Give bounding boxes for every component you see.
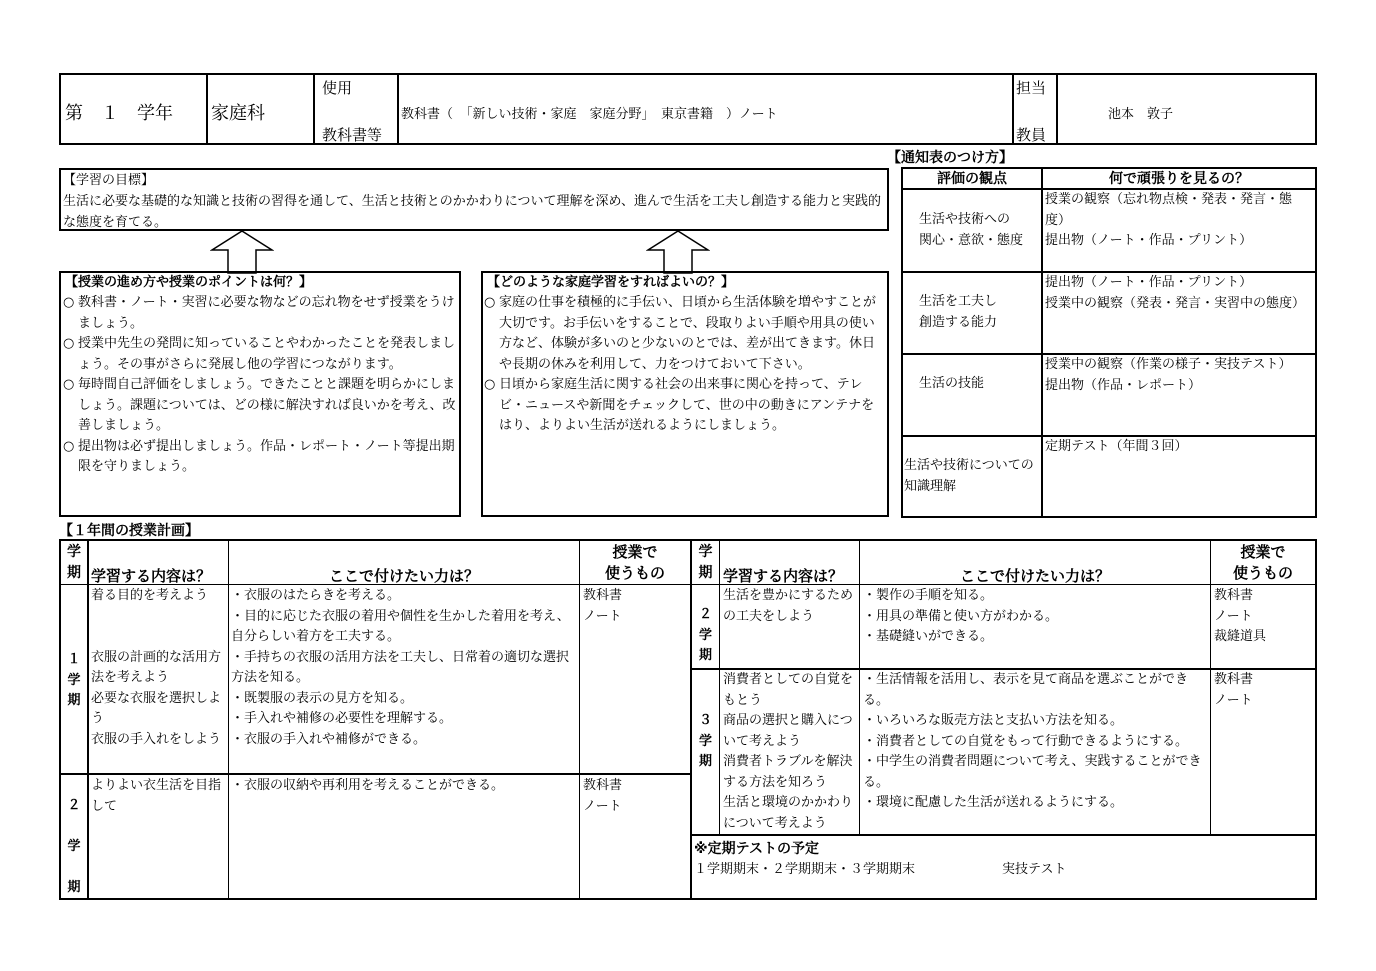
list-item: ○ 毎時間自己評価をしましょう。できたことと課題を明らかにしましょう。課題については、どの様に解決すれば良いかを考え、改善しましょう。 <box>63 377 456 433</box>
lesson-points-list <box>63 293 457 478</box>
evaluation-perspective: 生活の技能 <box>919 376 985 391</box>
test-schedule-title: ※定期テストの予定 <box>694 841 820 857</box>
teacher-label-top: 担当 <box>1016 79 1047 97</box>
plan-col-content: 学習する内容は？ <box>91 567 212 585</box>
evaluation-col-what: 何で頑張りを見るの？ <box>1109 171 1249 187</box>
term-materials: 教科書 ノート <box>583 778 623 814</box>
term-materials: 教科書 ノート 裁縫道具 <box>1214 588 1267 644</box>
plan-col-materials: 授業で 使うもの <box>1232 543 1293 582</box>
teacher-label-bottom: 教員 <box>1016 126 1047 144</box>
term-skill: ・生活情報を活用し、表示を見て商品を選ぶことができる。 ・いろいろな販売方法と支払い方法を知る。 ・消費者としての自覚をもって行動できるようにする。 ・中学生の消費者問題について考え、実践することができる。 ・環境に配慮した生活が送れるようにする。 <box>863 672 1202 810</box>
list-item: ○ 授業中先生の発問に知っていることやわかったことを発表しましょう。その事がさらに発展し他の学習につながります。 <box>63 336 456 372</box>
test-schedule-terms: １学期期末・２学期期末・３学期期末 <box>694 862 916 877</box>
goal-title: 【学習の目標】 <box>63 173 155 188</box>
evaluation-what: 授業中の観察（作業の様子・実技テスト） 提出物（作品・レポート） <box>1045 357 1292 393</box>
test-schedule-practical: 実技テスト <box>1002 862 1067 877</box>
evaluation-perspective: 生活を工夫し 創造する能力 <box>919 294 998 330</box>
term-skill: ・衣服の収納や再利用を考えることができる。 <box>231 778 505 793</box>
term-label: ３ 学 期 <box>698 713 712 769</box>
plan-col-term: 学 期 <box>67 544 81 581</box>
subject-label: 家庭科 <box>211 103 265 124</box>
term-materials: 教科書 ノート <box>1214 672 1254 708</box>
evaluation-what: 授業の観察（忘れ物点検・発表・発言・態度） 提出物（ノート・作品・プリント） <box>1045 192 1293 248</box>
term-materials: 教科書 ノート <box>583 588 623 624</box>
term-skill: ・衣服のはたらきを考える。 ・目的に応じた衣服の着用や個性を生かした着用を考え、自分らしい着方を工夫する。 ・手持ちの衣服の活用方法を工夫し、日常着の適切な選択方法を知る。 ・既製服の表示の見方を知る。 ・手入れや補修の必要性を理解する。 ・衣服の手入れや補修ができる。 <box>231 588 570 747</box>
evaluation-what: 定期テスト（年間３回） <box>1045 439 1188 454</box>
term-content: 着る目的を考えよう 衣服の計画的な活用方法を考えよう 必要な衣服を選択しよう 衣服の手入れをしよう <box>91 588 222 747</box>
term-content: よりよい衣生活を目指して <box>91 778 222 814</box>
textbook-value: 教科書（ 「新しい技術・家庭 家庭分野」 東京書籍 ）ノート <box>401 107 778 122</box>
plan-col-content: 学習する内容は？ <box>723 567 844 585</box>
plan-col-materials: 授業で 使うもの <box>604 543 665 582</box>
lesson-points-title: 【授業の進め方や授業のポイントは何？】 <box>65 275 313 290</box>
arrow-up-icon <box>210 230 274 274</box>
plan-col-skill: ここで付けたい力は？ <box>328 567 479 585</box>
teacher-name: 池本 敦子 <box>1108 107 1174 122</box>
home-study-title: 【どのような家庭学習をすればよいの？】 <box>487 275 735 290</box>
textbook-label-bottom: 教科書等 <box>322 126 383 144</box>
term-label: ２ 学 期 <box>67 798 81 895</box>
plan-title: 【１年間の授業計画】 <box>59 523 199 539</box>
evaluation-col-perspective: 評価の観点 <box>937 171 1007 187</box>
evaluation-perspective: 生活や技術への 関心・意欲・態度 <box>919 212 1024 248</box>
plan-col-skill: ここで付けたい力は？ <box>959 567 1110 585</box>
arrow-up-icon <box>646 230 710 274</box>
term-content: 消費者としての自覚をもとう 商品の選択と購入について考えよう 消費者トラブルを解決する方法を知ろう 生活と環境のかかわりについて考えよう <box>723 672 854 831</box>
term-label: ２ 学 期 <box>698 607 712 663</box>
grade-label: 第 １ 学年 <box>65 103 173 124</box>
plan-col-term: 学 期 <box>698 544 713 581</box>
list-item: ○ 家庭の仕事を積極的に手伝い、日頃から生活体験を増やすことが大切です。お手伝いをすることで、段取りよい手順や用具の使い方など、体験が多いのと少ないのとでは、差が出てきます。休日や長期の休みを利用して、力をつけておいて下さい。 <box>484 295 877 372</box>
evaluation-perspective: 生活や技術についての知識理解 <box>904 458 1034 494</box>
evaluation-what: 提出物（ノート・作品・プリント） 授業中の観察（発表・発言・実習中の態度） <box>1045 275 1306 311</box>
list-item: ○ 提出物は必ず提出しましょう。作品・レポート・ノート等提出期限を守りましょう。 <box>63 438 455 474</box>
term-skill: ・製作の手順を知る。 ・用具の準備と使い方がわかる。 ・基礎縫いができる。 <box>863 588 1059 644</box>
home-study-list <box>484 293 884 437</box>
term-label: １ 学 期 <box>67 652 81 708</box>
list-item: ○ 教科書・ノート・実習に必要な物などの忘れ物をせず授業をうけましょう。 <box>63 295 455 331</box>
report-card-title: 【通知表のつけ方】 <box>887 150 1013 166</box>
list-item: ○ 日頃から家庭生活に関する社会の出来事に関心を持って、テレビ・ニュースや新聞をチェックして、世の中の動きにアンテナをはり、よりよい生活が送れるようにしましょう。 <box>484 377 875 433</box>
textbook-label-top: 使用 <box>322 79 353 97</box>
goal-text: 生活に必要な基礎的な知識と技術の習得を通して、生活と技術とのかかわりについて理解を深め、進んで生活を工夫し創造する能力と実践的な態度を育てる。 <box>63 194 881 230</box>
term-content: 生活を豊かにするための工夫をしよう <box>723 588 854 624</box>
